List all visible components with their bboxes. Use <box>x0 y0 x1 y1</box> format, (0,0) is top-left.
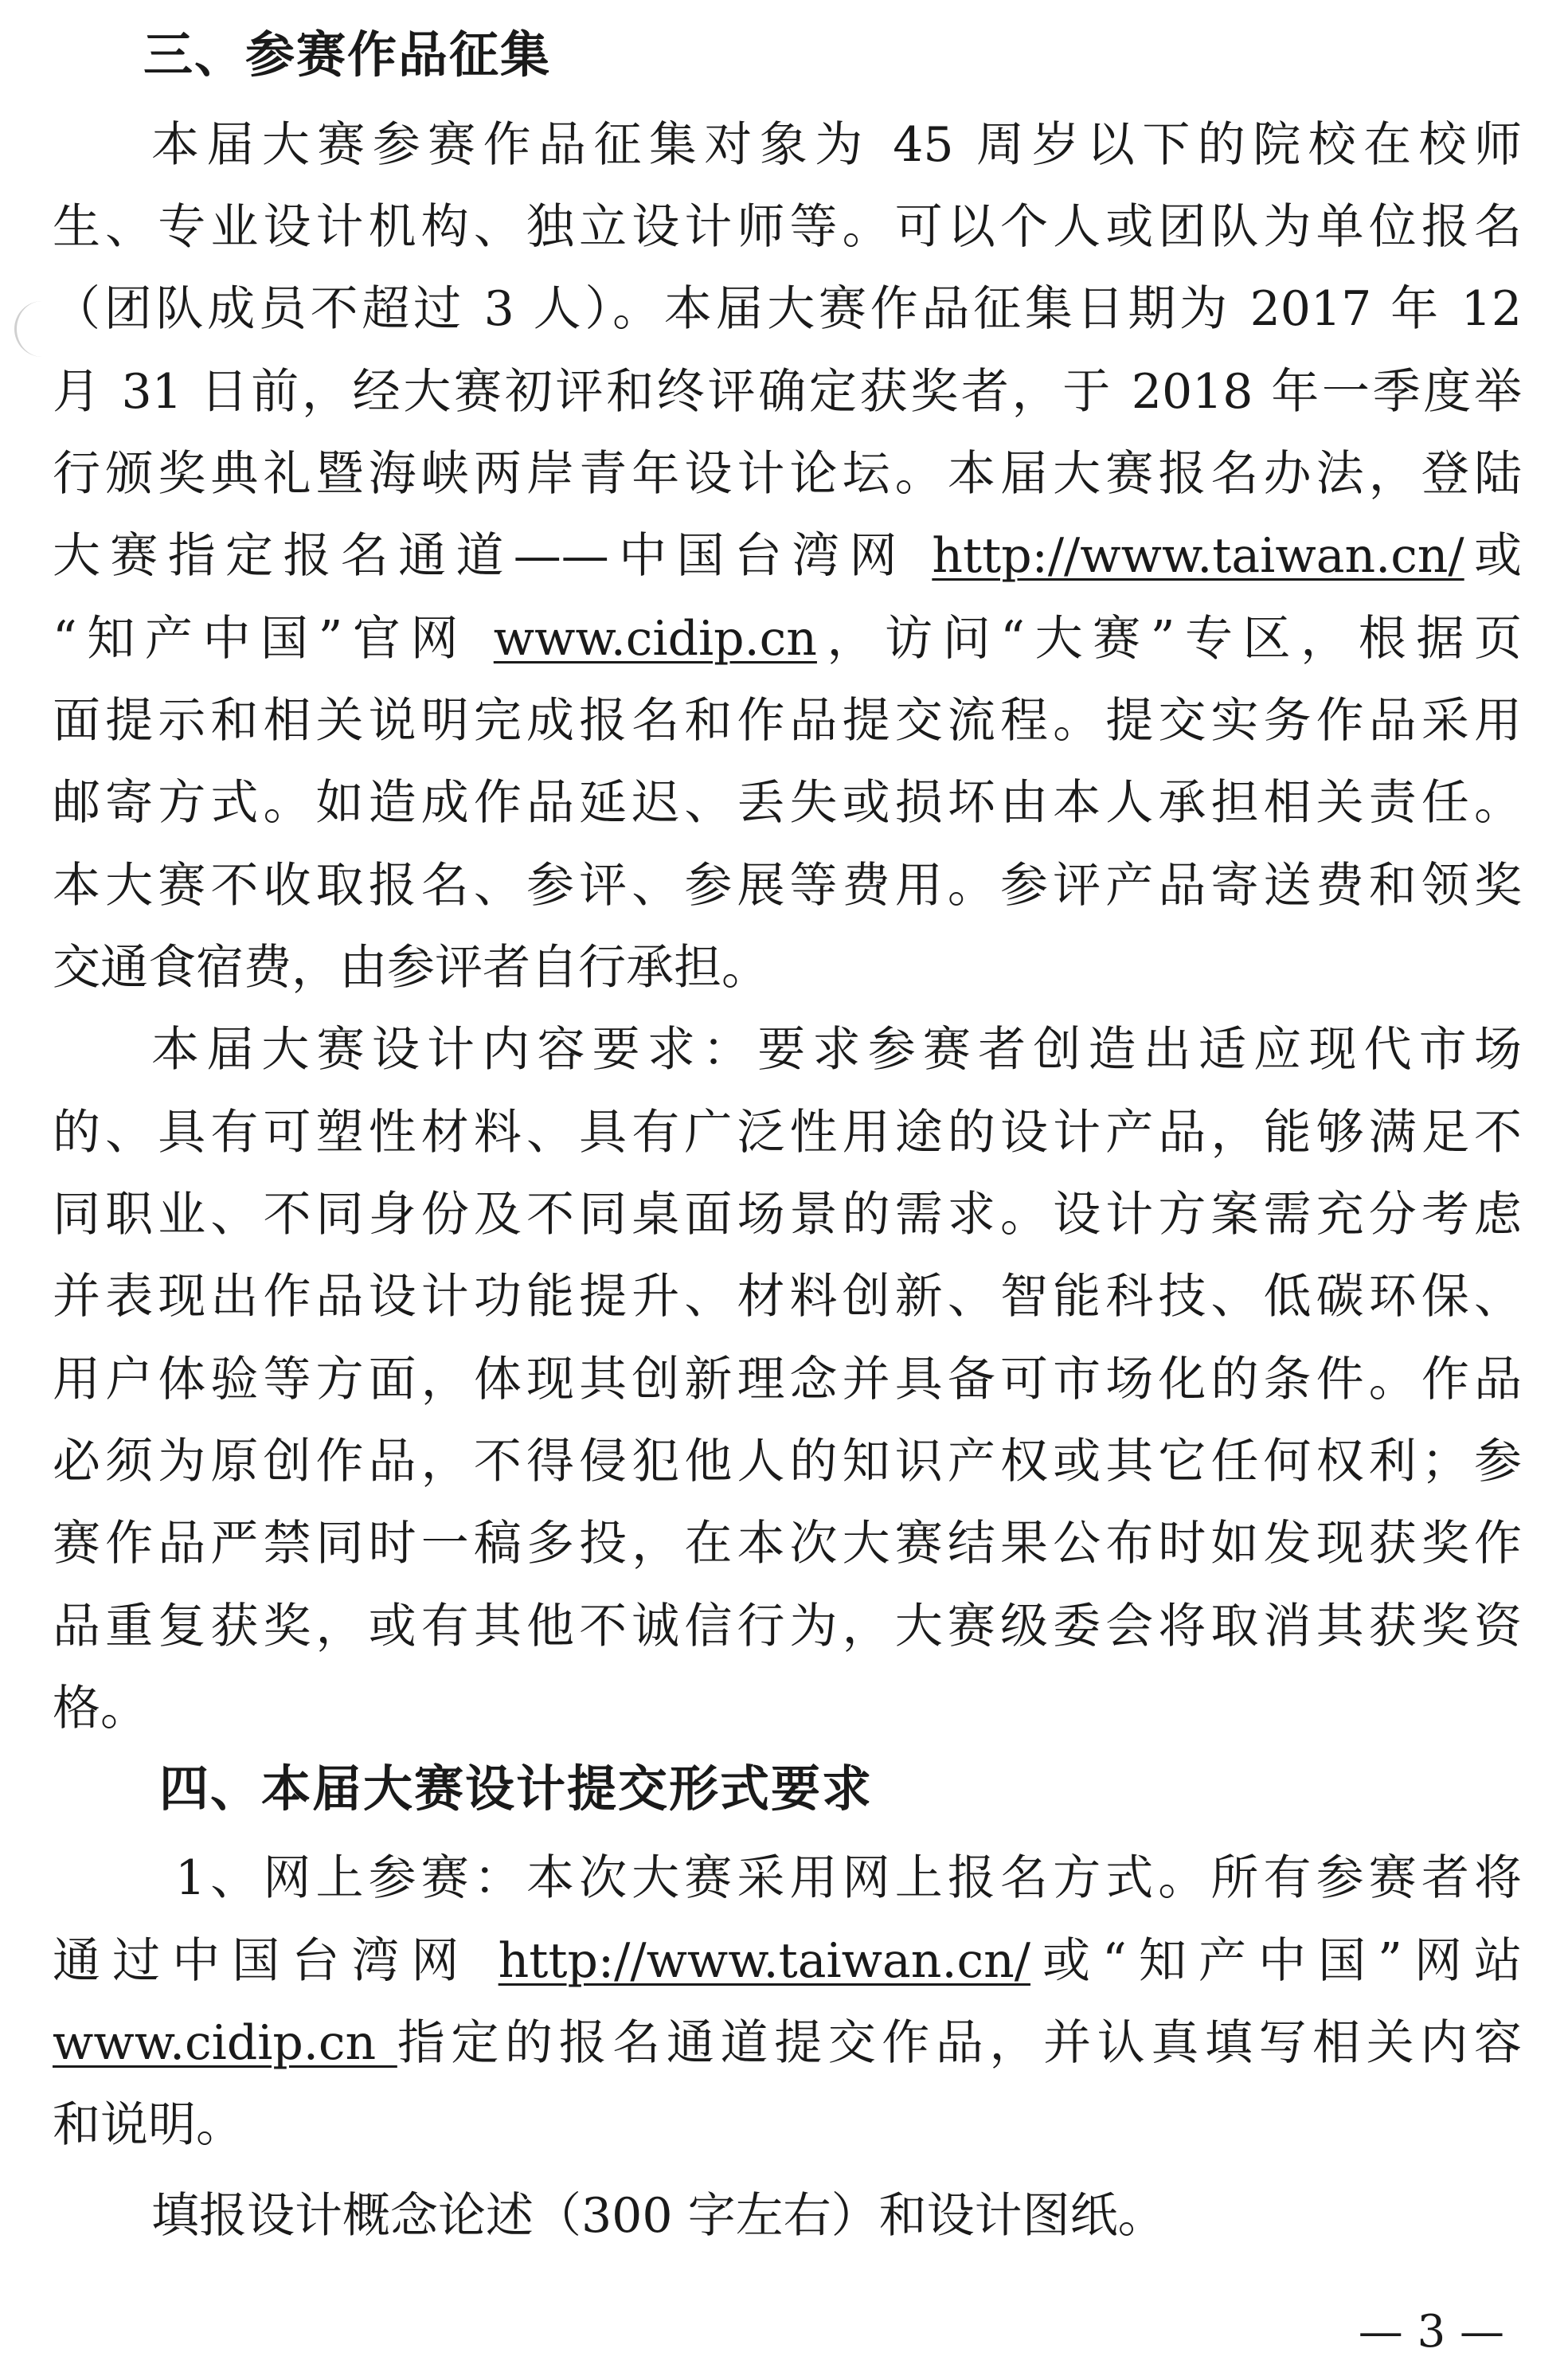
item1-line-4: 和说明。 <box>53 2097 244 2153</box>
para1-line-8: 面提示和相关说明完成报名和作品提交流程。提交实务作品采用 <box>53 693 1522 749</box>
para2-line-5: 用户体验等方面，体现其创新理念并具备可市场化的条件。作品 <box>53 1352 1522 1407</box>
item2-line: 填报设计概念论述（300 字左右）和设计图纸。 <box>151 2188 1166 2244</box>
para1-line-9: 邮寄方式。如造成作品延迟、丢失或损坏由本人承担相关责任。 <box>53 775 1522 831</box>
item1-line-1: 1、网上参赛：本次大赛采用网上报名方式。所有参赛者将 <box>175 1850 1522 1906</box>
para1-line-6-post: 或 <box>1464 528 1523 584</box>
item1-line-3 <box>53 2011 1522 2075</box>
para2-line-2: 的、具有可塑性材料、具有广泛性用途的设计产品，能够满足不 <box>53 1105 1522 1161</box>
page-number: — 3 — <box>1358 2306 1504 2358</box>
item1-line-2-post: 或“知产中国”网站 <box>1030 1933 1522 1989</box>
para1-line-6 <box>53 524 1522 588</box>
para1-line-10: 本大赛不收取报名、参评、参展等费用。参评产品寄送费和领奖 <box>53 858 1522 914</box>
para2-line-7: 赛作品严禁同时一稿多投，在本次大赛结果公布时如发现获奖作 <box>53 1516 1522 1572</box>
para2-line-1: 本届大赛设计内容要求：要求参赛者创造出适应现代市场 <box>151 1022 1522 1078</box>
item1-line-2 <box>53 1929 1522 1993</box>
para1-line-7 <box>53 607 1522 671</box>
para1-line-4: 月 31 日前，经大赛初评和终评确定获奖者，于 2018 年一季度举 <box>53 364 1522 420</box>
item1-line-2-pre: 通过中国台湾网 <box>53 1933 499 1989</box>
cidip-cn-link-2[interactable]: www.cidip.cn <box>53 2015 397 2071</box>
taiwan-cn-link[interactable]: http://www.taiwan.cn/ <box>932 528 1464 584</box>
item1-line-3-post: 指定的报名通道提交作品，并认真填写相关内容 <box>397 2015 1522 2071</box>
section-3-heading: 三、参赛作品征集 <box>143 25 552 84</box>
para1-line-3: （团队成员不超过 3 人）。本届大赛作品征集日期为 2017 年 12 <box>53 281 1522 337</box>
para2-line-8: 品重复获奖，或有其他不诚信行为，大赛级委会将取消其获奖资 <box>53 1599 1522 1654</box>
para2-line-4: 并表现出作品设计功能提升、材料创新、智能科技、低碳环保、 <box>53 1269 1522 1325</box>
para1-line-11: 交通食宿费，由参评者自行承担。 <box>53 940 769 996</box>
cidip-cn-link[interactable]: www.cidip.cn <box>493 611 817 667</box>
scan-margin-mark <box>14 301 49 357</box>
taiwan-cn-link-2[interactable]: http://www.taiwan.cn/ <box>498 1933 1030 1989</box>
para1-line-7-post: ，访问“大赛”专区，根据页 <box>816 611 1522 667</box>
para2-line-6: 必须为原创作品，不得侵犯他人的知识产权或其它任何权利；参 <box>53 1434 1522 1489</box>
para1-line-7-pre: “知产中国”官网 <box>53 611 494 667</box>
section-4-heading: 四、本届大赛设计提交形式要求 <box>159 1759 874 1818</box>
para1-line-2: 生、专业设计机构、独立设计师等。可以个人或团队为单位报名 <box>53 199 1522 255</box>
para1-line-1: 本届大赛参赛作品征集对象为 45 周岁以下的院校在校师 <box>151 117 1522 173</box>
para1-line-6-pre: 大赛指定报名通道——中国台湾网 <box>53 528 933 584</box>
para1-line-5: 行颁奖典礼暨海峡两岸青年设计论坛。本届大赛报名办法，登陆 <box>53 446 1522 502</box>
para2-line-9: 格。 <box>53 1681 148 1736</box>
para2-line-3: 同职业、不同身份及不同桌面场景的需求。设计方案需充分考虑 <box>53 1187 1522 1243</box>
